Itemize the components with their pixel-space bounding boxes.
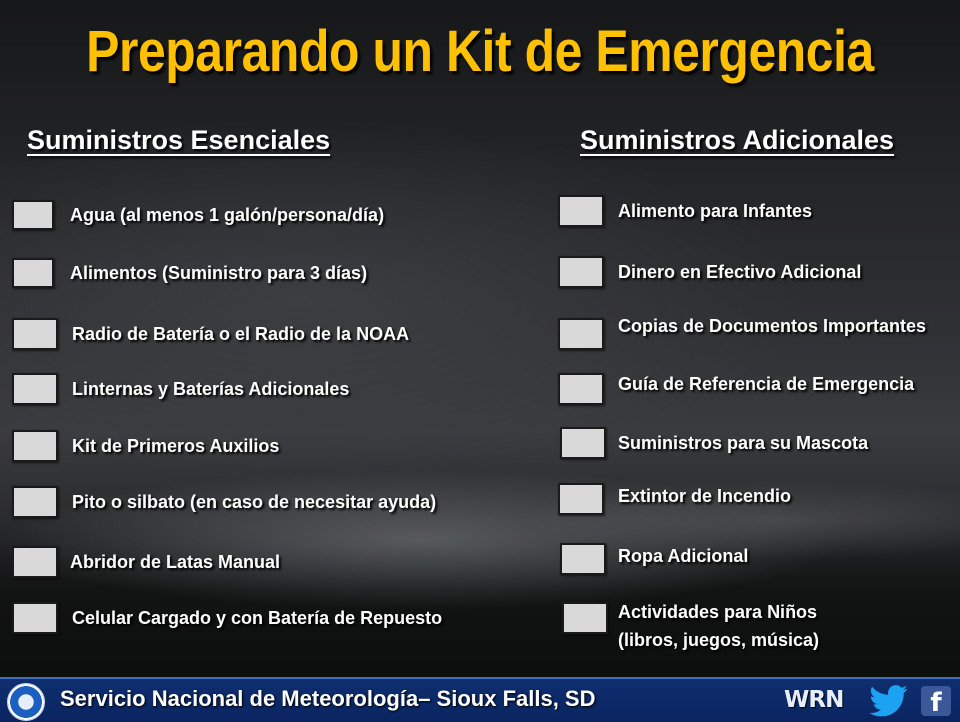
footer-bar xyxy=(0,677,960,722)
checklist-item-food xyxy=(12,258,367,288)
checklist-item-flashlights xyxy=(12,373,349,405)
checkbox[interactable] xyxy=(12,486,58,518)
item-label: Linternas y Baterías Adicionales xyxy=(72,378,350,399)
checklist-item-radio xyxy=(12,318,409,350)
checkbox[interactable] xyxy=(560,543,606,575)
checkbox[interactable] xyxy=(12,373,58,405)
item-label: Actividades para Niños xyxy=(618,602,818,622)
checkbox[interactable] xyxy=(12,258,54,288)
checklist-item-can-opener xyxy=(12,546,280,578)
heading-essential-supplies: Suministros Esenciales xyxy=(27,125,331,155)
checklist-item-reference-guide xyxy=(558,373,914,405)
item-label: Celular Cargado y con Batería de Repuesto xyxy=(72,607,443,628)
twitter-icon[interactable] xyxy=(868,685,910,717)
facebook-icon[interactable]: f xyxy=(921,686,951,716)
item-label: Pito o silbato (en caso de necesitar ayuda) xyxy=(72,491,437,512)
checklist-item-first-aid xyxy=(12,430,279,462)
checkbox[interactable] xyxy=(12,602,58,634)
checklist-item-kids-activities xyxy=(562,601,819,654)
item-label: Agua (al menos 1 galón/persona/día) xyxy=(70,204,385,225)
checkbox[interactable] xyxy=(558,256,604,288)
heading-additional-supplies: Suministros Adicionales xyxy=(580,125,895,155)
item-label: Extintor de Incendio xyxy=(618,485,792,506)
item-label: Ropa Adicional xyxy=(618,545,749,566)
checkbox[interactable] xyxy=(558,318,604,350)
checkbox[interactable] xyxy=(562,602,608,634)
item-label: Suministros para su Mascota xyxy=(618,432,869,453)
checkbox[interactable] xyxy=(12,200,54,230)
checkbox[interactable] xyxy=(12,546,58,578)
checklist-item-water xyxy=(12,200,384,230)
item-label: Abridor de Latas Manual xyxy=(70,551,281,572)
footer-text: Servicio Nacional de Meteorología– Sioux Falls, SD xyxy=(60,686,596,711)
page-title: Preparando un Kit de Emergencia xyxy=(86,19,874,84)
checklist-item-whistle xyxy=(12,486,436,518)
checkbox[interactable] xyxy=(12,318,58,350)
checkbox[interactable] xyxy=(560,427,606,459)
item-label: Radio de Batería o el Radio de la NOAA xyxy=(72,323,410,344)
item-label-detail: (libros, juegos, música) xyxy=(618,630,820,650)
item-label: Kit de Primeros Auxilios xyxy=(72,435,280,456)
checkbox[interactable] xyxy=(558,195,604,227)
checklist-item-pet-supplies xyxy=(560,427,868,459)
checkbox[interactable] xyxy=(558,373,604,405)
item-label: Alimento para Infantes xyxy=(618,200,813,221)
item-label: Guía de Referencia de Emergencia xyxy=(618,373,915,394)
checklist-item-cell-phone xyxy=(12,602,442,634)
checklist-item-clothing xyxy=(560,543,748,575)
checklist-item-documents xyxy=(558,315,927,350)
nws-logo-icon xyxy=(7,683,45,721)
checklist-item-cash xyxy=(558,256,861,288)
item-label: Copias de Documentos Importantes xyxy=(618,315,927,336)
checkbox[interactable] xyxy=(558,483,604,515)
checkbox[interactable] xyxy=(12,430,58,462)
item-label: Dinero en Efectivo Adicional xyxy=(618,261,862,282)
checklist-item-fire-extinguisher xyxy=(558,483,791,515)
wrn-logo-icon: WRN xyxy=(784,687,844,713)
checklist-item-infant-food xyxy=(558,195,812,227)
item-label: Alimentos (Suministro para 3 días) xyxy=(70,262,368,283)
